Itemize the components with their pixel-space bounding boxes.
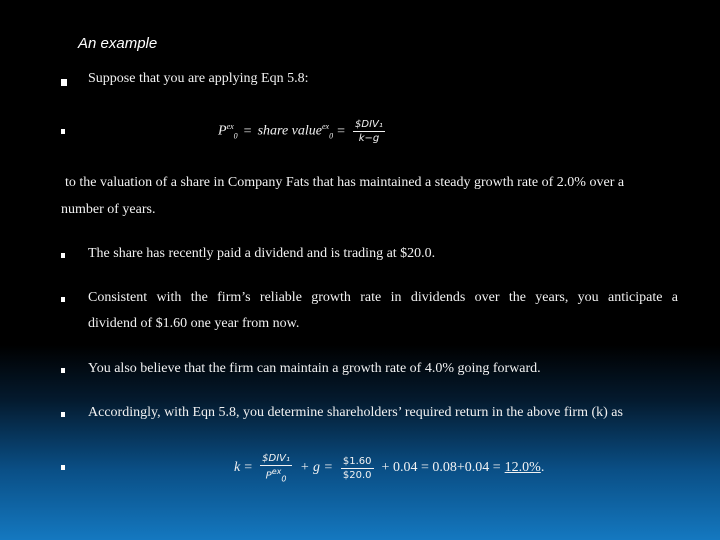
eq2-fraction-2: $\frac{\$1.60}{\$20.0}$ [342,455,372,481]
eq1-equals-2: = [337,123,346,139]
bullet-marker [61,465,65,470]
eq2-equals: = [244,460,253,476]
bullet-text-5: You also believe that the firm can maintain a growth rate of 4.0% going forward. [88,361,541,376]
continuation-line-1: to the valuation of a share in Company Fats that has maintained a steady growth rate of 2.0% over a [65,175,625,190]
bullet-text-3: The share has recently paid a dividend and is trading at $20.0. [88,246,436,261]
eq2-fraction-1: $\frac{\text{\$DIV₁}}{P^{ex}_0}$ [262,453,290,484]
eq2-k: k [234,460,241,476]
bullet-text-4-line-2: dividend of $1.60 one year from now. [88,316,300,331]
eq1-equals-1: = [243,123,252,139]
eq1-lhs: $P^{ex}_0$ [218,122,238,141]
continuation-line-2: number of years. [61,202,156,217]
eq2-plus-g: + g = [300,460,333,476]
bullet-marker [61,253,65,258]
bullet-marker [61,297,65,302]
bullet-text-4-line-1: Consistent with the firm’s reliable growth rate in dividends over the years, you anticipate a [88,290,678,305]
eq1-share-value: share value$^{ex}_0$ [257,122,334,141]
bullet-marker [61,129,65,134]
bullet-text-1: Suppose that you are applying Eqn 5.8: [88,71,309,86]
equation-share-value [218,119,389,144]
eq2-rest: + 0.04 = 0.08+0.04 = [381,460,501,476]
bullet-marker [61,412,65,417]
eq2-result: 12.0% [504,460,541,476]
bullet-marker [61,79,67,86]
eq2-period: . [540,460,545,476]
eq1-fraction: $\frac{\text{\$DIV₁}}{k-g}$ [355,119,383,144]
bullet-text-6: Accordingly, with Eqn 5.8, you determine shareholders’ required return in the above firm (k) as [88,405,623,420]
slide-title: An example [78,35,158,52]
equation-required-return [234,453,544,483]
bullet-marker [61,368,65,373]
